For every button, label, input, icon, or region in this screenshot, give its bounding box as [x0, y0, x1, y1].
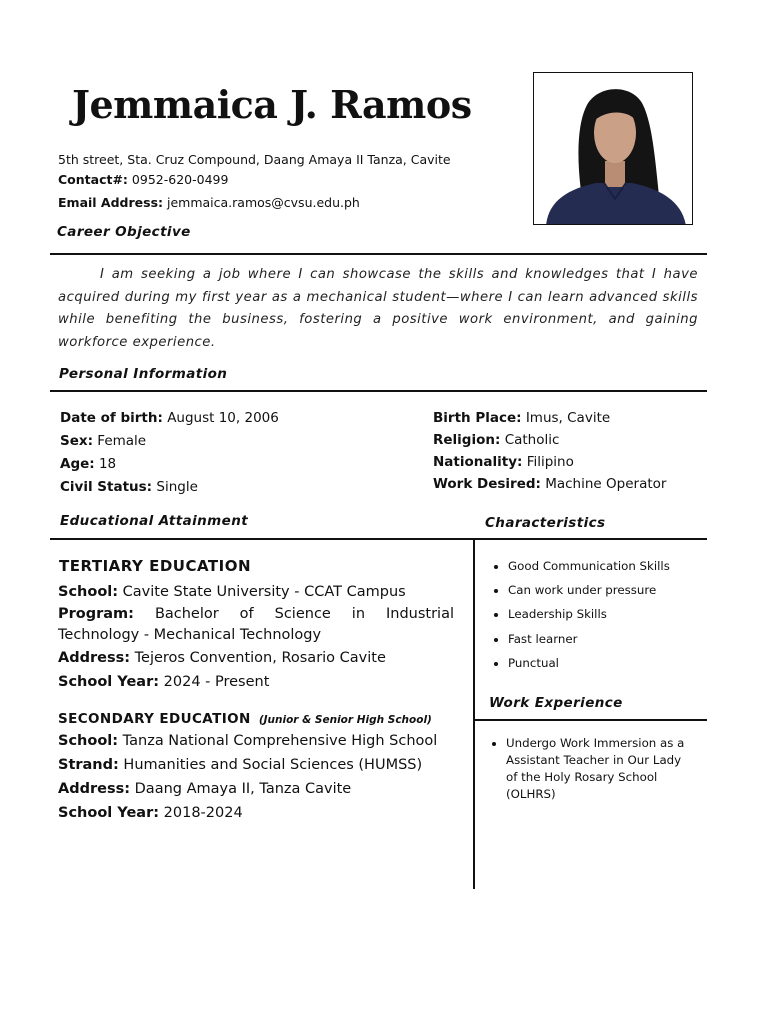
email-address: jemmaica.ramos@cvsu.edu.ph: [167, 195, 360, 210]
address-line: 5th street, Sta. Cruz Compound, Daang Amaya II Tanza, Cavite: [58, 152, 451, 167]
info-label: Date of birth:: [60, 410, 163, 426]
list-item: • Punctual: [508, 656, 710, 680]
secondary-education-details: [58, 731, 469, 824]
secondary-heading-text: SECONDARY EDUCATION: [58, 711, 251, 727]
section-divider: [50, 390, 707, 392]
personal-information-heading: Personal Information: [59, 366, 228, 382]
education-label: Address:: [58, 650, 131, 666]
career-objective-heading: Career Objective: [57, 224, 191, 240]
school-address: Daang Amaya II, Tanza Cavite: [134, 781, 352, 797]
info-label: Sex:: [60, 433, 93, 449]
applicant-name: Jemmaica J. Ramos: [72, 82, 472, 127]
school-year: 2018-2024: [163, 805, 243, 821]
info-row: [60, 430, 400, 453]
info-value: Female: [97, 433, 147, 449]
info-row: [60, 476, 400, 499]
section-divider: [475, 719, 707, 721]
info-value: Machine Operator: [545, 476, 667, 492]
education-label: School Year:: [58, 805, 160, 821]
personal-info-left: [60, 407, 400, 499]
education-row: [58, 582, 454, 603]
tertiary-education-heading: TERTIARY EDUCATION: [59, 557, 252, 575]
education-label: School:: [58, 733, 119, 749]
list-item: • Leadership Skills: [508, 607, 710, 631]
list-item: • Undergo Work Immersion as a Assistant Teacher in Our Lady of the Holy Rosary School (OLHRS): [506, 735, 693, 803]
school-name: Cavite State University - CCAT Campus: [122, 584, 406, 600]
info-label: Nationality:: [433, 454, 523, 470]
info-value: 18: [98, 456, 117, 472]
info-row: [433, 407, 733, 429]
education-label: Strand:: [58, 757, 119, 773]
education-row: [58, 731, 469, 752]
career-objective-text: [58, 264, 698, 355]
list-item: • Fast learner: [508, 632, 710, 656]
column-divider: [473, 538, 475, 889]
strand-name: Humanities and Social Sciences (HUMSS): [123, 757, 423, 773]
program-name: Bachelor of Science in Industrial Technology - Mechanical Technology: [58, 606, 454, 643]
list-item: • Good Communication Skills: [508, 559, 710, 583]
secondary-education-heading: [58, 708, 432, 727]
info-label: Age:: [60, 456, 95, 472]
info-label: Work Desired:: [433, 476, 541, 492]
school-address: Tejeros Convention, Rosario Cavite: [134, 650, 386, 666]
education-row: [58, 779, 469, 800]
secondary-heading-note: (Junior & Senior High School): [258, 714, 432, 726]
tertiary-education-details: [58, 582, 454, 693]
info-value: Filipino: [526, 454, 574, 470]
characteristics-list: [490, 559, 710, 680]
work-experience-list: [488, 735, 693, 803]
characteristics-list-container: [490, 559, 710, 680]
education-label: Address:: [58, 781, 131, 797]
list-item: • Can work under pressure: [508, 583, 710, 607]
educational-attainment-heading: Educational Attainment: [60, 513, 249, 529]
portrait-icon: [534, 73, 693, 225]
school-year: 2024 - Present: [163, 674, 270, 690]
info-value: Single: [156, 479, 198, 495]
info-value: August 10, 2006: [167, 410, 279, 426]
personal-info-right: [433, 407, 733, 495]
work-experience-list-container: [488, 735, 693, 803]
email-line: [58, 195, 360, 210]
email-label: Email Address:: [58, 195, 164, 210]
career-objective-body: I am seeking a job where I can showcase the skills and knowledges that I have acquired during my first year as a mechanical student—where I can learn advanced skills while benefiting the business, fostering a positive work environment, and gaining workforce experience.: [58, 267, 698, 351]
section-divider: [50, 253, 707, 255]
info-value: Imus, Cavite: [525, 410, 611, 426]
education-row: [58, 604, 454, 646]
work-experience-heading: Work Experience: [489, 695, 623, 711]
info-label: Civil Status:: [60, 479, 153, 495]
info-row: [60, 407, 400, 430]
info-label: Birth Place:: [433, 410, 522, 426]
education-row: [58, 803, 469, 824]
profile-photo: [533, 72, 693, 225]
info-row: [60, 453, 400, 476]
education-label: Program:: [58, 606, 134, 622]
contact-number: 0952-620-0499: [131, 172, 229, 187]
info-row: [433, 429, 733, 451]
school-name: Tanza National Comprehensive High School: [122, 733, 438, 749]
info-row: [433, 451, 733, 473]
info-row: [433, 473, 733, 495]
info-value: Catholic: [504, 432, 560, 448]
section-divider: [50, 538, 707, 540]
characteristics-heading: Characteristics: [485, 515, 606, 531]
education-row: [58, 648, 454, 669]
contact-label: Contact#:: [58, 172, 128, 187]
education-row: [58, 672, 454, 693]
education-row: [58, 755, 469, 776]
education-label: School Year:: [58, 674, 160, 690]
contact-line: [58, 172, 228, 187]
info-label: Religion:: [433, 432, 501, 448]
education-label: School:: [58, 584, 119, 600]
